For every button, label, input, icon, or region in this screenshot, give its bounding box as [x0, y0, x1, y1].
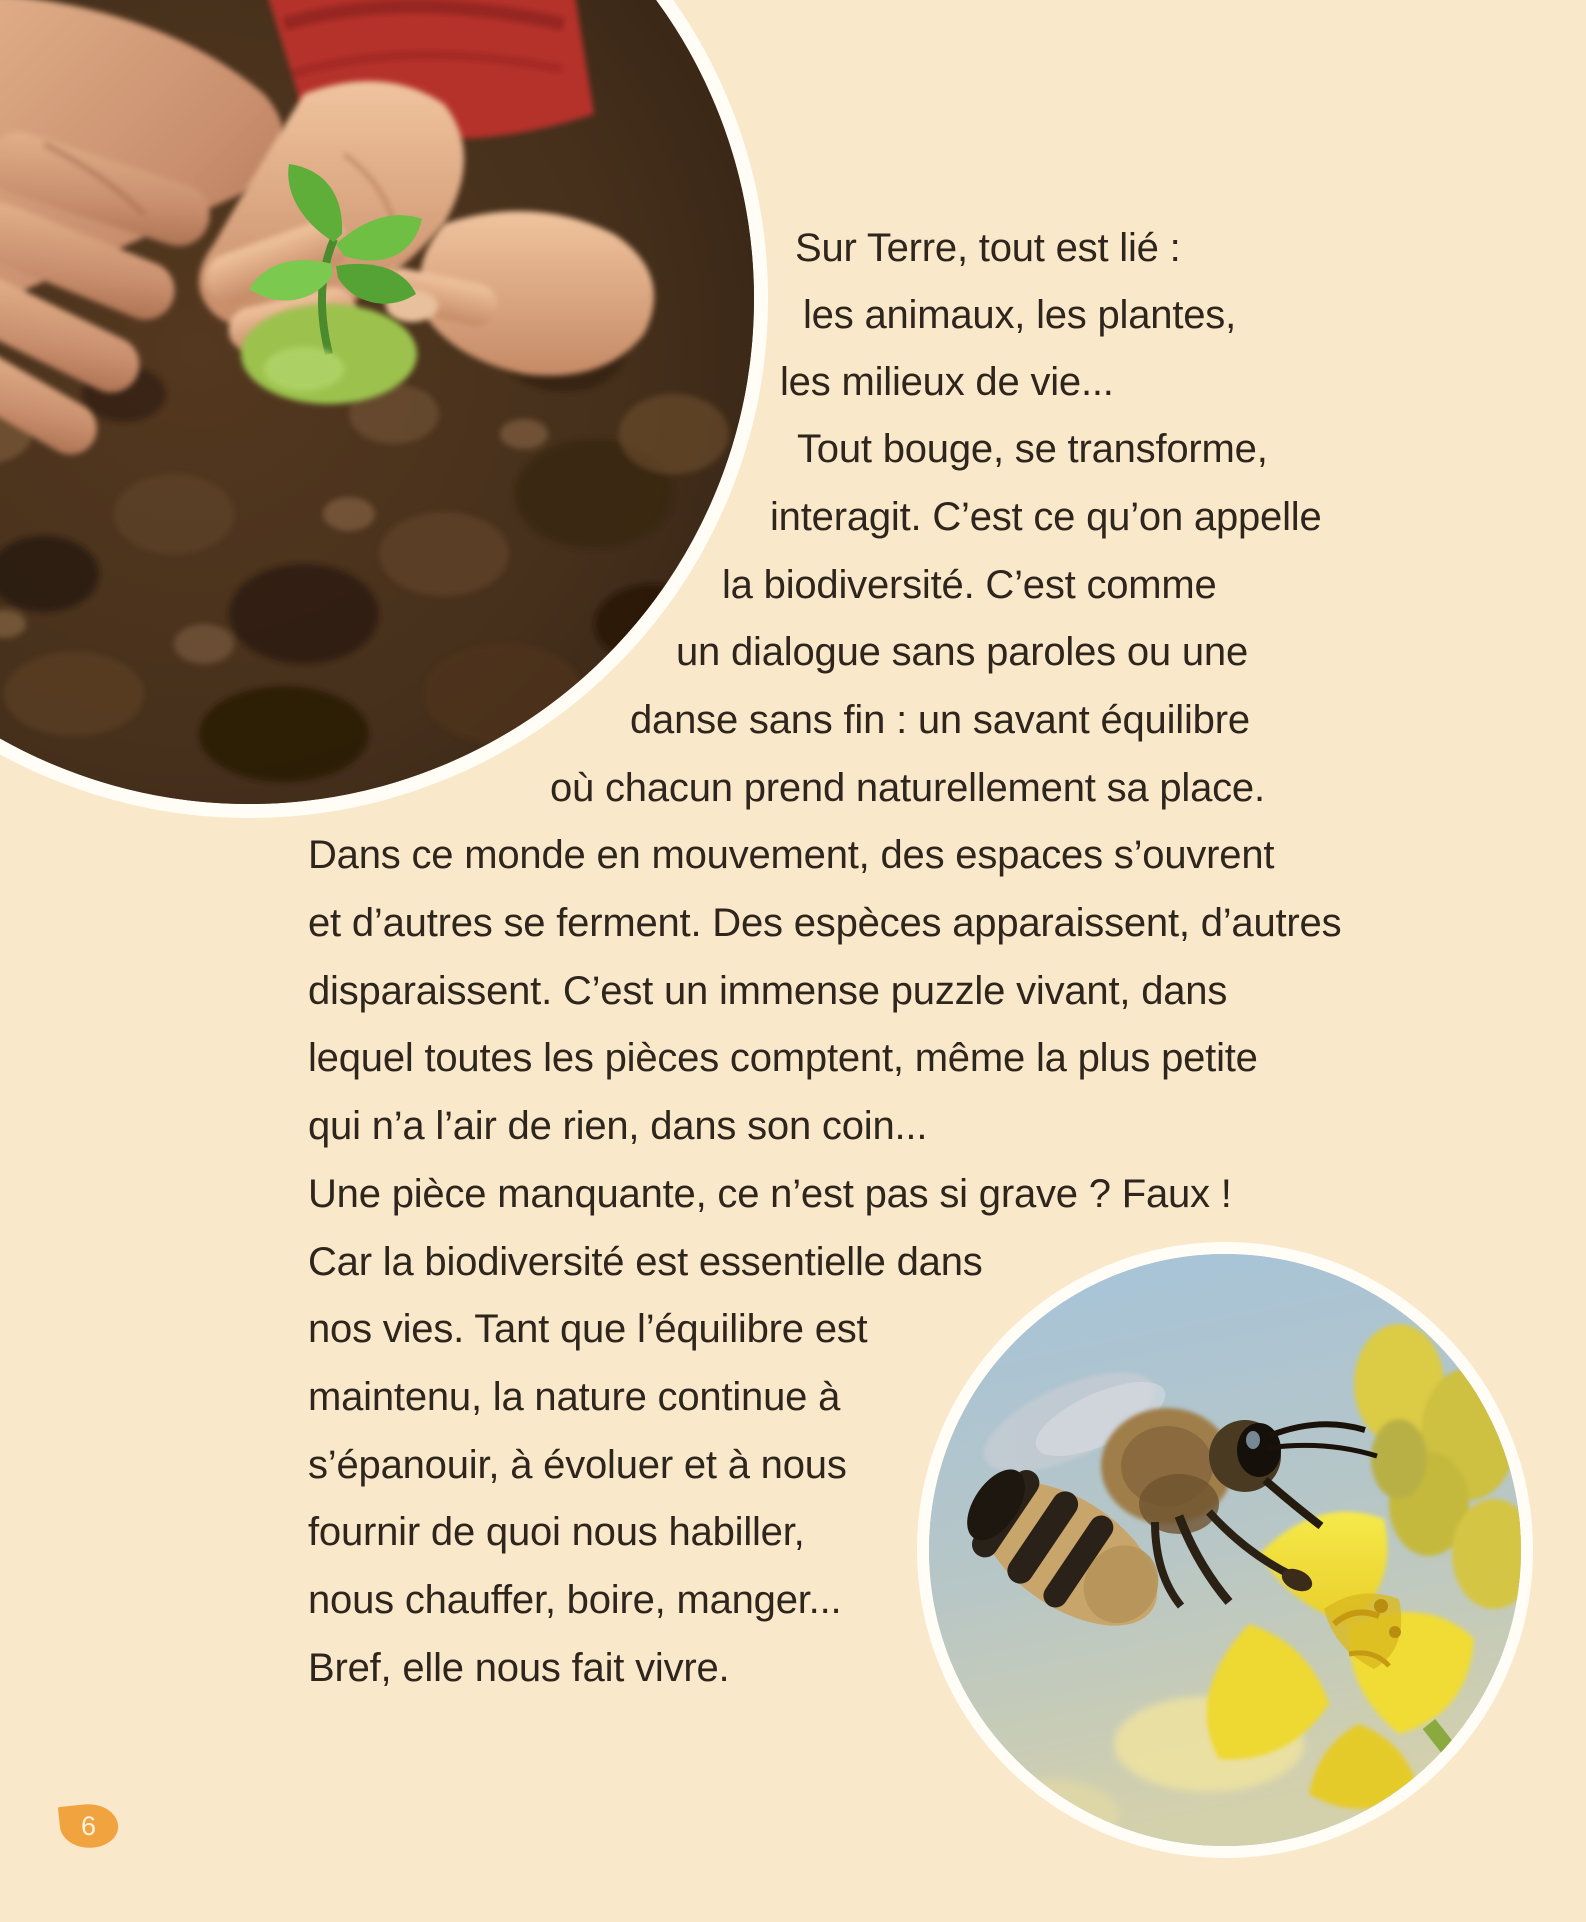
body-line-12: disparaissent. C’est un immense puzzle vivant, dans: [308, 969, 1228, 1013]
body-line-9: où chacun prend naturellement sa place.: [550, 766, 1265, 810]
body-line-8: danse sans fin : un savant équilibre: [630, 698, 1250, 742]
bee-photo-illustration: [929, 1254, 1521, 1846]
body-line-11: et d’autres se ferment. Des espèces apparaissent, d’autres: [308, 901, 1342, 945]
body-line-5: interagit. C’est ce qu’on appelle: [770, 495, 1322, 539]
body-line-14: qui n’a l’air de rien, dans son coin...: [308, 1104, 928, 1148]
body-line-17: nos vies. Tant que l’équilibre est: [308, 1307, 868, 1351]
body-line-6: la biodiversité. C’est comme: [722, 563, 1217, 607]
bee-photo-circle: [917, 1242, 1533, 1858]
page-number: 6: [81, 1810, 97, 1841]
body-line-21: nous chauffer, boire, manger...: [308, 1578, 842, 1622]
flower-stem: [1429, 1724, 1504, 1829]
body-line-19: s’épanouir, à évoluer et à nous: [308, 1443, 847, 1487]
body-line-20: fournir de quoi nous habiller,: [308, 1510, 805, 1554]
planting-photo-illustration: [0, 0, 754, 804]
page-number-leaf: [58, 1801, 120, 1851]
body-line-18: maintenu, la nature continue à: [308, 1375, 841, 1419]
body-line-16: Car la biodiversité est essentielle dans: [308, 1240, 983, 1284]
body-line-15: Une pièce manquante, ce n’est pas si grave ? Faux !: [308, 1172, 1232, 1216]
body-line-4: Tout bouge, se transforme,: [797, 427, 1268, 471]
body-line-2: les animaux, les plantes,: [803, 293, 1237, 337]
body-line-3: les milieux de vie...: [780, 360, 1114, 404]
body-line-13: lequel toutes les pièces comptent, même la plus petite: [308, 1036, 1258, 1080]
body-line-22: Bref, elle nous fait vivre.: [308, 1646, 730, 1690]
body-line-10: Dans ce monde en mouvement, des espaces s’ouvrent: [308, 833, 1275, 877]
body-line-7: un dialogue sans paroles ou une: [676, 630, 1249, 674]
body-line-1: Sur Terre, tout est lié :: [795, 226, 1181, 270]
